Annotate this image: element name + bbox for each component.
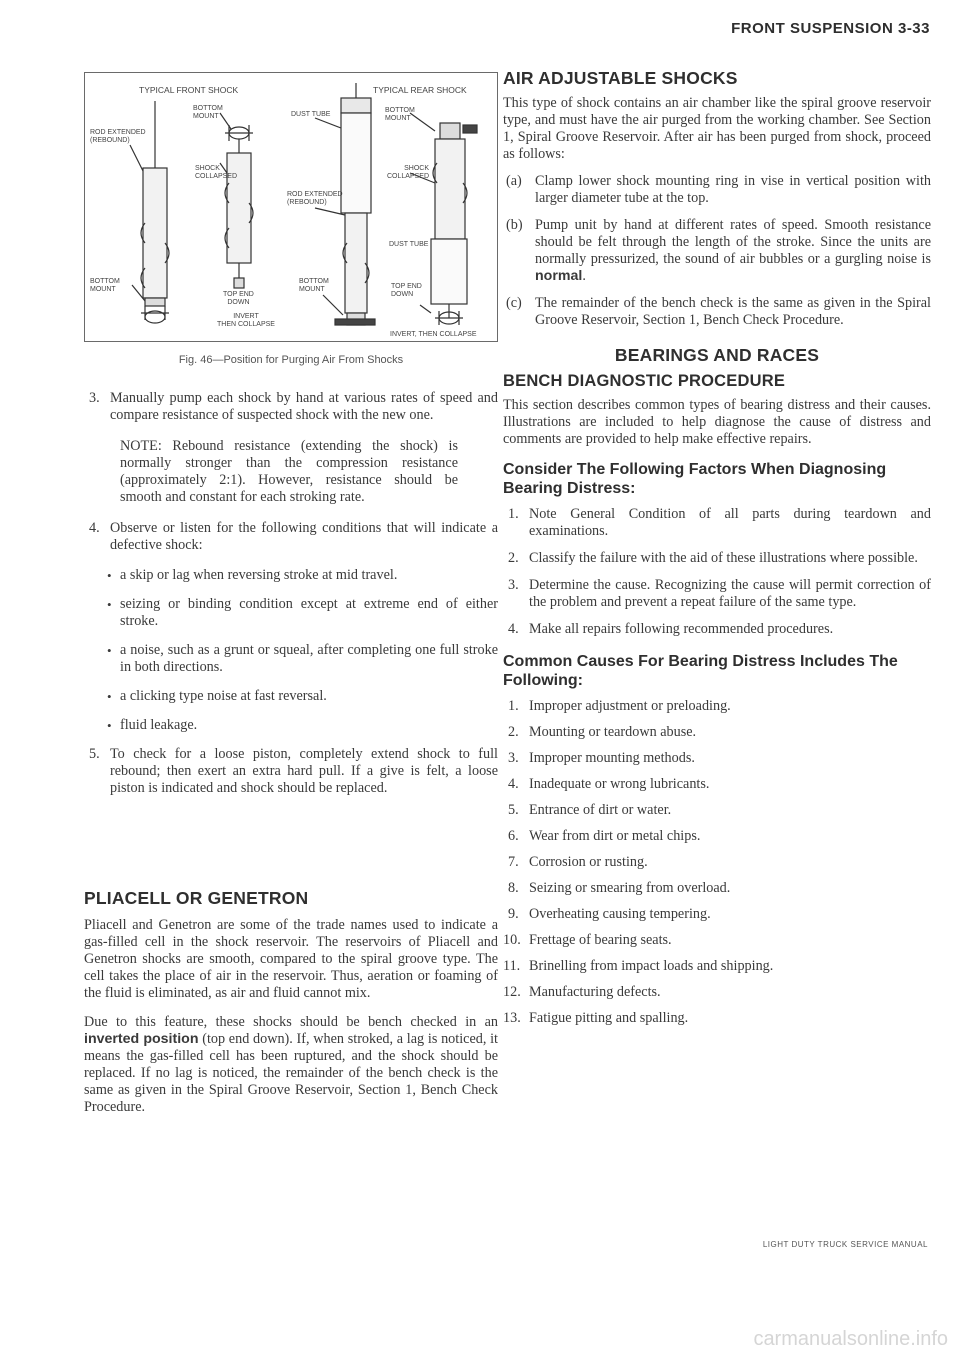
cause-item: 4. Inadequate or wrong lubricants. xyxy=(508,776,710,792)
cause-item: 1. Improper adjustment or preloading. xyxy=(508,698,731,714)
figure-title-rear: TYPICAL REAR SHOCK xyxy=(373,85,467,95)
common-causes-list xyxy=(503,698,931,1027)
shock-purging-figure xyxy=(84,72,498,342)
pliacell-section xyxy=(84,888,498,1116)
figure-caption: Fig. 46—Position for Purging Air From Shocks xyxy=(178,354,404,366)
common-causes-heading: Common Causes For Bearing Distress Includes The Following: xyxy=(503,653,898,689)
label-bottom-mount-lower-left: BOTTOM MOUNT xyxy=(90,278,120,293)
label-bottom-mount-front: BOTTOM MOUNT xyxy=(193,105,223,120)
label-shock-collapsed-rear: SHOCK COLLAPSED xyxy=(387,165,430,180)
label-invert-then-collapse: INVERT THEN COLLAPSE xyxy=(217,313,275,328)
step-3: 3. Manually pump each shock by hand at various rates of speed and compare resistance of suspected shock with the new one. xyxy=(89,390,498,423)
cause-item: 5. Entrance of dirt or water. xyxy=(508,802,672,818)
cause-item: 12. Manufacturing defects. xyxy=(503,984,661,1000)
label-shock-collapsed-front: SHOCK COLLAPSED xyxy=(195,165,238,180)
consider-item: 3. Determine the cause. Recognizing the cause will permit correction of the problem and prevent a repeat failure of the same type. xyxy=(508,577,931,610)
cause-item: 3. Improper mounting methods. xyxy=(508,750,695,766)
cause-item: 10. Frettage of bearing seats. xyxy=(503,932,672,948)
pliacell-paragraph-2: Due to this feature, these shocks should be bench checked in an inverted position (top end down). If, when stroked, a lag is noticed, it means the gas-filled cell has been ruptured, and the shock should be replaced. If no lag is noticed, the remainder of the bench check is the same as given in the Spiral Groove Reservoir, Section 1, Bench Check Procedure. xyxy=(84,1014,498,1115)
air-step-b: (b) Pump unit by hand at different rates of speed. Smooth resistance should be felt through the length of the stroke. Since the units are normally pressurized, the sound of air bubbles or a gurgling noise is normal. xyxy=(506,217,931,284)
label-dust-tube-lower: DUST TUBE xyxy=(389,241,429,248)
label-invert-then-collapse-rear: INVERT, THEN COLLAPSE xyxy=(390,331,477,338)
bench-diagnostic-heading: BENCH DIAGNOSTIC PROCEDURE xyxy=(503,372,786,390)
cause-item: 9. Overheating causing tempering. xyxy=(508,906,711,922)
label-bottom-mount-rear-mid: BOTTOM MOUNT xyxy=(299,278,329,293)
cause-item: 6. Wear from dirt or metal chips. xyxy=(508,828,701,844)
cause-item: 7. Corrosion or rusting. xyxy=(508,854,648,870)
air-adjustable-heading: AIR ADJUSTABLE SHOCKS xyxy=(503,68,738,88)
consider-heading: Consider The Following Factors When Diagnosing Bearing Distress: xyxy=(503,461,887,497)
cause-item: 13. Fatigue pitting and spalling. xyxy=(503,1010,689,1026)
consider-list xyxy=(503,506,931,638)
air-step-a: (a) Clamp lower shock mounting ring in vise in vertical position with larger diameter tube at the top. xyxy=(506,173,931,206)
bullet-item: • fluid leakage. xyxy=(84,717,498,734)
step-4: 4. Observe or listen for the following conditions that will indicate a defective shock: xyxy=(89,520,498,553)
bench-paragraph: This section describes common types of bearing distress and their causes. Illustrations are included to help diagnose the cause of distress and comments are provided to help make effective repairs. xyxy=(503,397,931,447)
label-top-end-down-rear: TOP END DOWN xyxy=(391,283,422,298)
label-rod-extended-front: ROD EXTENDED (REBOUND) xyxy=(90,129,146,144)
cause-item: 2. Mounting or teardown abuse. xyxy=(508,724,697,740)
label-bottom-mount-rear: BOTTOM MOUNT xyxy=(385,107,415,122)
site-watermark: carmanualsonline.info xyxy=(753,1328,948,1350)
cause-item: 8. Seizing or smearing from overload. xyxy=(508,880,731,896)
air-step-c: (c) The remainder of the bench check is the same as given in the Spiral Groove Reservoir, Section 1, Bench Check Procedure. xyxy=(506,295,931,328)
bullet-item: • a noise, such as a grunt or squeal, after completing one full stroke in both directions. xyxy=(84,642,498,676)
label-dust-tube-upper: DUST TUBE xyxy=(291,111,331,118)
bullet-item: • seizing or binding condition except at extreme end of either stroke. xyxy=(84,596,498,630)
page-footer: LIGHT DUTY TRUCK SERVICE MANUAL xyxy=(762,1240,928,1249)
air-paragraph: This type of shock contains an air chamber like the spiral groove reservoir type, and must have the air purged from the working chamber. See Section 1, Spiral Groove Reservoir. After air has been purged from shock, proceed as follows: xyxy=(503,95,931,162)
right-column xyxy=(503,60,931,1027)
cause-item: 11. Brinelling from impact loads and shipping. xyxy=(503,958,774,974)
figure-title-front: TYPICAL FRONT SHOCK xyxy=(139,85,239,95)
consider-item: 2. Classify the failure with the aid of these illustrations where possible. xyxy=(508,550,918,566)
consider-item: 4. Make all repairs following recommended procedures. xyxy=(508,621,834,637)
bearings-heading: BEARINGS AND RACES xyxy=(614,345,820,365)
bullet-item: • a skip or lag when reversing stroke at mid travel. xyxy=(84,567,498,584)
pliacell-heading: PLIACELL OR GENETRON xyxy=(84,888,309,908)
label-top-end-down: TOP END DOWN xyxy=(223,291,254,306)
consider-item: 1. Note General Condition of all parts during teardown and examinations. xyxy=(508,506,931,539)
running-head: FRONT SUSPENSION 3-33 xyxy=(731,20,930,37)
label-rod-extended-rear: ROD EXTENDED (REBOUND) xyxy=(287,191,343,206)
note-rebound: NOTE: Rebound resistance (extending the shock) is normally stronger than the compression resistance (approximately 2:1). However, resistance should be smooth and constant for each stroking rate. xyxy=(120,438,458,505)
pliacell-paragraph-1: Pliacell and Genetron are some of the trade names used to indicate a gas-filled cell in the shock reservoir. The reservoirs of Pliacell and Genetron shocks are smooth, compared to the spiral groove type. The cell takes the place of air in the reservoir. Thus, aeration or foaming of the fluid is eliminated, as air and fluid cannot mix. xyxy=(84,917,498,1001)
bullet-item: • a clicking type noise at fast reversal. xyxy=(84,688,498,705)
bench-steps xyxy=(84,390,498,797)
step-5: 5. To check for a loose piston, completely extend shock to full rebound; then exert an extra hard pull. If a give is felt, a loose piston is indicated and shock should be replaced. xyxy=(89,746,498,796)
